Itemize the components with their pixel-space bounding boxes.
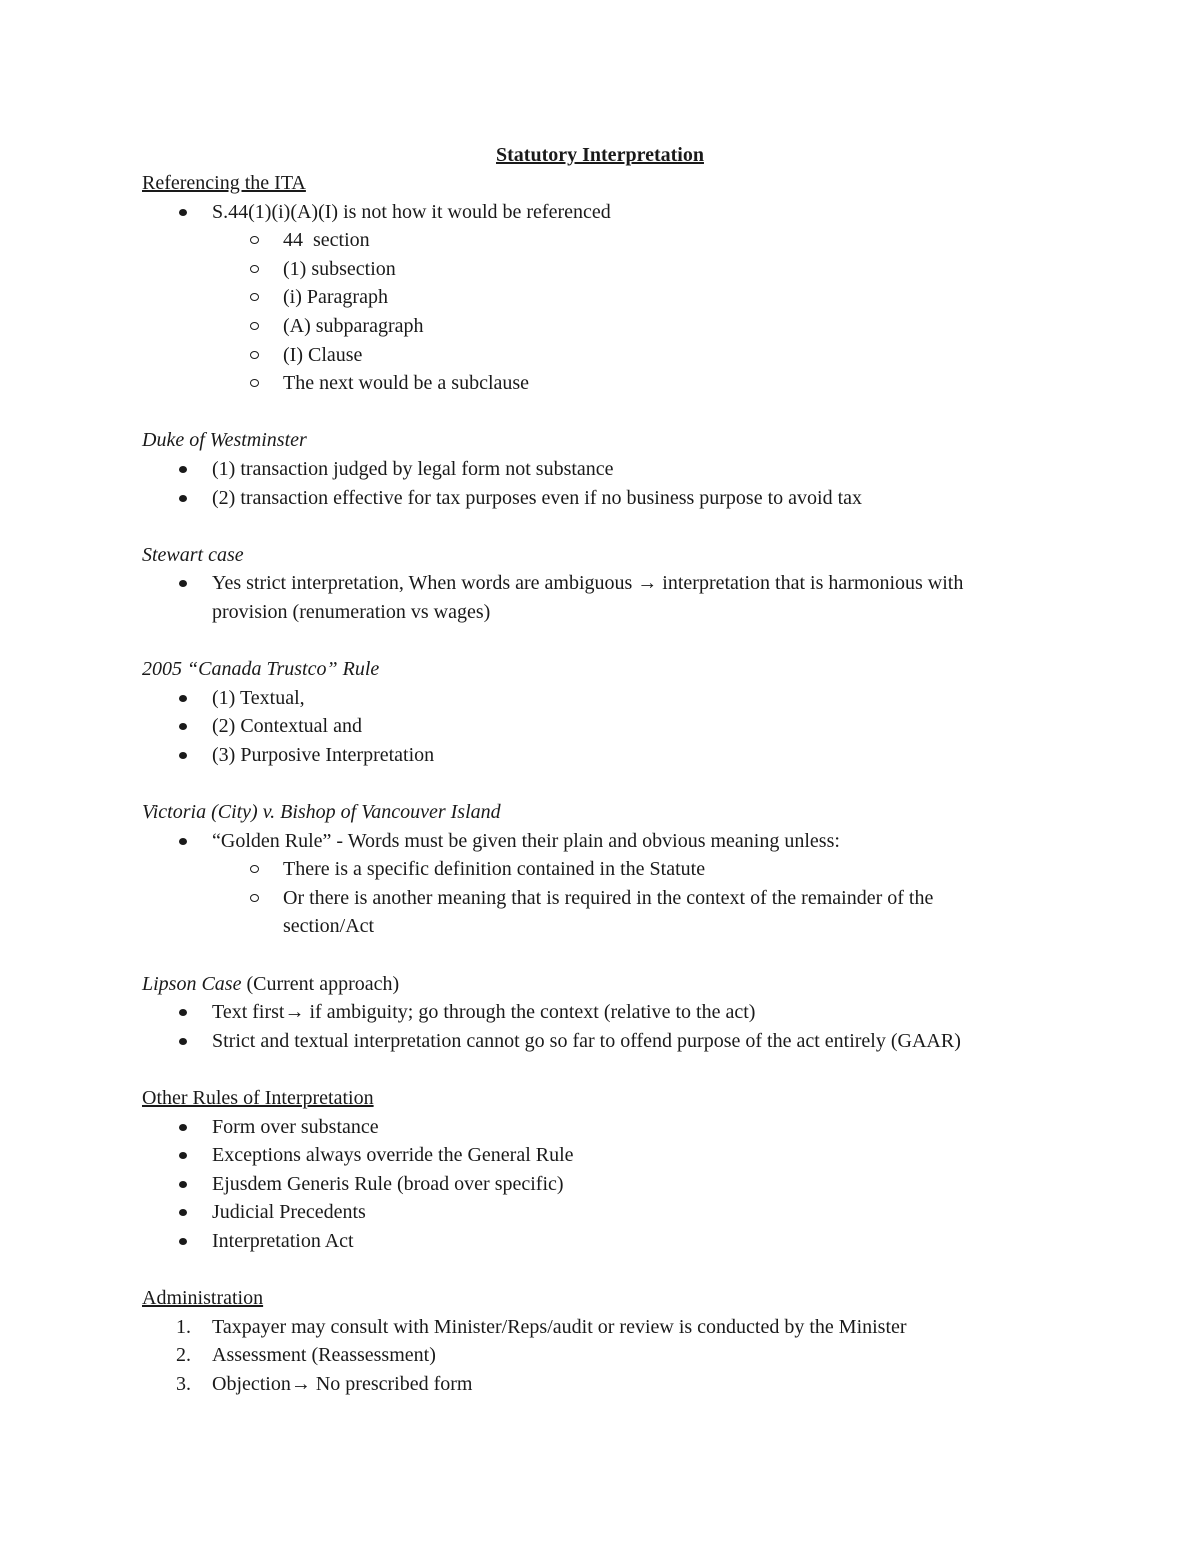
list-item: S.44(1)(i)(A)(I) is not how it would be referenced — [142, 198, 1042, 227]
section-heading-admin: Administration — [142, 1287, 264, 1310]
section-heading-trustco: 2005 “Canada Trustco” Rule — [142, 658, 380, 681]
spacer — [142, 1256, 1042, 1285]
section-heading-duke: Duke of Westminster — [142, 429, 307, 452]
sub-list-item: There is a specific definition contained in the Statute — [142, 855, 1042, 884]
item-text: Assessment (Reassessment) — [212, 1344, 436, 1367]
spacer — [142, 398, 1042, 427]
item-number: 1. — [176, 1315, 191, 1338]
spacer — [142, 512, 1042, 541]
list-item: “Golden Rule” - Words must be given their plain and obvious meaning unless: — [142, 827, 1042, 856]
lipson-heading-suffix: (Current approach) — [241, 972, 400, 995]
list-item: (2) transaction effective for tax purposes even if no business purpose to avoid tax — [142, 484, 1042, 513]
ita-list — [142, 198, 1042, 398]
spacer — [142, 941, 1042, 970]
list-item: Judicial Precedents — [142, 1198, 1042, 1227]
spacer — [142, 627, 1042, 656]
other-list — [142, 1113, 1042, 1256]
numbered-item — [142, 1313, 1042, 1342]
list-item: (3) Purposive Interpretation — [142, 741, 1042, 770]
sub-list-item: (I) Clause — [142, 341, 1042, 370]
list-item: (2) Contextual and — [142, 712, 1042, 741]
sub-list-item: (1) subsection — [142, 255, 1042, 284]
document-title: Statutory Interpretation — [496, 144, 704, 166]
admin-list — [142, 1313, 1042, 1399]
list-item: Strict and textual interpretation cannot go so far to offend purpose of the act entirely (GAAR) — [142, 1027, 1042, 1056]
spacer — [142, 1055, 1042, 1084]
item-number: 2. — [176, 1344, 191, 1367]
sub-list-item: (A) subparagraph — [142, 312, 1042, 341]
trustco-list — [142, 684, 1042, 770]
list-item: Yes strict interpretation, When words are ambiguous → interpretation that is harmonious with provision (renumeration vs wages) — [142, 569, 972, 626]
stewart-list — [142, 569, 1042, 626]
item-number: 3. — [176, 1372, 191, 1395]
list-item: (1) transaction judged by legal form not substance — [142, 455, 1042, 484]
sub-list-item: 44 section — [142, 226, 1042, 255]
sub-list-item: The next would be a subclause — [142, 369, 1042, 398]
item-text: Objection→ No prescribed form — [212, 1372, 473, 1395]
document-body — [142, 169, 1042, 1399]
section-heading-stewart: Stewart case — [142, 543, 244, 566]
list-item: Interpretation Act — [142, 1227, 1042, 1256]
numbered-item — [142, 1370, 1042, 1399]
list-item: Text first→ if ambiguity; go through the context (relative to the act) — [142, 998, 1042, 1027]
victoria-list — [142, 827, 1042, 941]
sub-list-item: (i) Paragraph — [142, 283, 1042, 312]
duke-list — [142, 455, 1042, 512]
numbered-item — [142, 1341, 1042, 1370]
spacer — [142, 769, 1042, 798]
list-item: Form over substance — [142, 1113, 1042, 1142]
section-heading-victoria: Victoria (City) v. Bishop of Vancouver Island — [142, 801, 501, 824]
section-heading-ita: Referencing the ITA — [142, 172, 306, 194]
list-item: (1) Textual, — [142, 684, 1042, 713]
section-heading-lipson — [142, 970, 1042, 999]
sub-list-item: Or there is another meaning that is required in the context of the remainder of the section/Act — [142, 884, 993, 941]
lipson-list — [142, 998, 1042, 1055]
lipson-heading-text: Lipson Case — [142, 972, 242, 995]
item-text: Taxpayer may consult with Minister/Reps/audit or review is conducted by the Minister — [212, 1315, 907, 1338]
list-item: Exceptions always override the General Rule — [142, 1141, 1042, 1170]
section-heading-other: Other Rules of Interpretation — [142, 1087, 374, 1109]
list-item: Ejusdem Generis Rule (broad over specific) — [142, 1170, 1042, 1199]
